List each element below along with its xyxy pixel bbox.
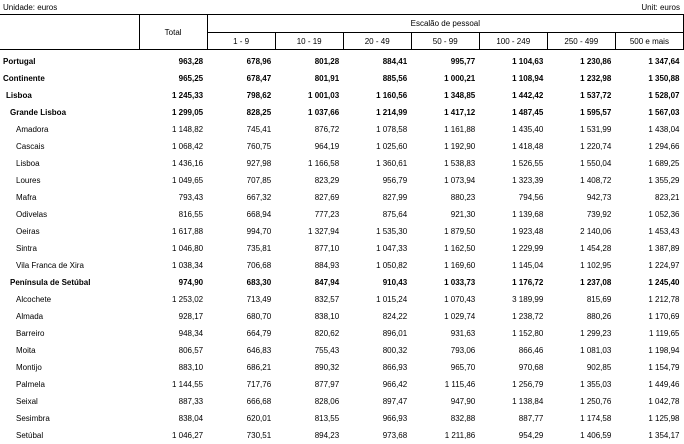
band-value: 678,47 [246, 74, 272, 83]
band-value: 847,94 [314, 278, 340, 287]
table-row [0, 257, 684, 274]
total-value: 1 148,82 [171, 125, 204, 134]
row-label: Sintra [16, 244, 37, 253]
band-value: 902,85 [586, 363, 612, 372]
band-value: 1 052,36 [648, 210, 680, 219]
band-value: 1 526,55 [512, 159, 544, 168]
band-value: 1 595,57 [580, 108, 612, 117]
band-value: 1 360,61 [376, 159, 408, 168]
band-value: 1 220,74 [580, 142, 612, 151]
band-value: 890,32 [314, 363, 340, 372]
table-row [0, 291, 684, 308]
band-value: 1 350,88 [648, 74, 680, 83]
band-value: 964,19 [314, 142, 340, 151]
band-value: 1 438,04 [648, 125, 680, 134]
table-row [0, 376, 684, 393]
band-value: 1 406,59 [580, 431, 612, 440]
band-value: 1 070,43 [444, 295, 476, 304]
row-label: Moita [16, 346, 36, 355]
band-value: 1 354,17 [648, 431, 680, 440]
band-value: 1 417,12 [444, 108, 476, 117]
band-value: 2 140,06 [580, 227, 612, 236]
band-value: 1 327,94 [308, 227, 340, 236]
row-label: Mafra [16, 193, 37, 202]
band-value: 1 211,86 [444, 431, 476, 440]
total-value: 928,17 [178, 312, 204, 321]
band-value: 832,88 [450, 414, 476, 423]
total-value: 1 617,88 [171, 227, 204, 236]
band-value: 1 214,99 [376, 108, 408, 117]
band-value: 1 229,99 [512, 244, 544, 253]
total-value: 887,33 [178, 397, 204, 406]
band-value: 1 102,95 [580, 261, 612, 270]
row-label: Montijo [16, 363, 42, 372]
band-value: 832,57 [314, 295, 340, 304]
table-row [0, 189, 684, 206]
band-value: 755,43 [314, 346, 340, 355]
row-label: Palmela [16, 380, 45, 389]
band-value: 877,97 [314, 380, 340, 389]
total-value: 965,25 [178, 74, 204, 83]
band-value: 646,83 [246, 346, 272, 355]
total-value: 1 299,05 [171, 108, 204, 117]
band-value: 1 078,58 [376, 125, 408, 134]
band-value: 1 037,66 [308, 108, 340, 117]
band-value: 1 025,60 [376, 142, 408, 151]
row-label: Cascais [16, 142, 45, 151]
band-value: 1 355,29 [648, 176, 680, 185]
band-value: 828,25 [246, 108, 272, 117]
band-value: 1 435,40 [512, 125, 544, 134]
table-row [0, 410, 684, 427]
band-value: 686,21 [246, 363, 272, 372]
row-label: Seixal [16, 397, 38, 406]
band-value: 1 119,65 [648, 329, 680, 338]
band-value: 1 567,03 [648, 108, 680, 117]
staff-size-group-header: Escalão de pessoal [207, 15, 683, 33]
table-row [0, 50, 684, 71]
band-value: 887,77 [518, 414, 544, 423]
row-label: Barreiro [16, 329, 45, 338]
total-value: 883,10 [178, 363, 204, 372]
band-value: 1 449,46 [648, 380, 680, 389]
band-value: 801,28 [314, 57, 340, 66]
band-value: 956,79 [382, 176, 408, 185]
band-value: 827,99 [382, 193, 408, 202]
band-value: 896,01 [382, 329, 408, 338]
band-value: 1 237,08 [580, 278, 612, 287]
band-value: 1 115,46 [444, 380, 476, 389]
band-value: 965,70 [450, 363, 476, 372]
band-value: 973,68 [382, 431, 408, 440]
table-row [0, 223, 684, 240]
total-value: 1 144,55 [171, 380, 204, 389]
band-value: 921,30 [450, 210, 476, 219]
band-value: 884,93 [314, 261, 340, 270]
table-row [0, 393, 684, 410]
band-value: 827,69 [314, 193, 340, 202]
band-value: 966,42 [382, 380, 408, 389]
band-value: 3 189,99 [512, 295, 544, 304]
total-value: 963,28 [178, 57, 204, 66]
band-header-2: 20 - 49 [343, 33, 411, 50]
band-value: 713,49 [246, 295, 272, 304]
band-value: 1 170,69 [648, 312, 680, 321]
band-value: 823,29 [314, 176, 340, 185]
band-value: 910,43 [382, 278, 408, 287]
total-value: 948,34 [178, 329, 204, 338]
band-value: 735,81 [246, 244, 272, 253]
band-value: 1 256,79 [512, 380, 544, 389]
band-value: 1 408,72 [580, 176, 612, 185]
row-label: Odivelas [16, 210, 48, 219]
total-value: 838,04 [178, 414, 204, 423]
band-value: 1 238,72 [512, 312, 544, 321]
band-value: 667,32 [246, 193, 272, 202]
band-value: 664,79 [246, 329, 272, 338]
band-value: 801,91 [314, 74, 340, 83]
band-value: 683,30 [246, 278, 272, 287]
band-value: 1 550,04 [580, 159, 612, 168]
band-value: 942,73 [586, 193, 612, 202]
band-header-4: 100 - 249 [479, 33, 547, 50]
band-value: 1 212,78 [648, 295, 680, 304]
total-value: 806,57 [178, 346, 204, 355]
band-value: 730,51 [246, 431, 272, 440]
band-value: 894,23 [314, 431, 340, 440]
band-value: 1 047,33 [376, 244, 408, 253]
band-value: 1 029,74 [444, 312, 476, 321]
band-value: 1 230,86 [580, 57, 612, 66]
band-value: 794,56 [518, 193, 544, 202]
band-value: 1 015,24 [376, 295, 408, 304]
band-value: 1 923,48 [512, 227, 544, 236]
band-value: 1 050,82 [376, 261, 408, 270]
table-row [0, 104, 684, 121]
band-header-0: 1 - 9 [207, 33, 275, 50]
band-value: 1 081,03 [580, 346, 612, 355]
band-value: 760,75 [246, 142, 272, 151]
row-label: Sesimbra [16, 414, 50, 423]
band-value: 1 125,98 [648, 414, 680, 423]
table-row [0, 274, 684, 291]
band-value: 931,63 [450, 329, 476, 338]
band-value: 884,41 [382, 57, 408, 66]
band-value: 1 224,97 [648, 261, 680, 270]
band-value: 1 162,50 [444, 244, 476, 253]
total-value: 1 038,34 [171, 261, 204, 270]
band-value: 815,69 [586, 295, 612, 304]
row-label: Lisboa [6, 91, 32, 100]
row-label: Setúbal [16, 431, 44, 440]
band-value: 1 348,85 [444, 91, 476, 100]
table-row [0, 121, 684, 138]
band-value: 1 535,30 [376, 227, 408, 236]
row-label: Península de Setúbal [10, 278, 91, 287]
band-value: 1 879,50 [444, 227, 476, 236]
band-value: 880,26 [586, 312, 612, 321]
unit-label-pt: Unidade: euros [3, 3, 58, 12]
table-row [0, 308, 684, 325]
band-value: 745,41 [246, 125, 272, 134]
band-value: 880,23 [450, 193, 476, 202]
band-value: 1 538,83 [444, 159, 476, 168]
total-value: 1 046,80 [171, 244, 204, 253]
band-value: 1 299,23 [580, 329, 612, 338]
row-label: Alcochete [16, 295, 52, 304]
band-value: 1 442,42 [512, 91, 544, 100]
total-value: 793,43 [178, 193, 204, 202]
band-value: 620,01 [246, 414, 272, 423]
band-value: 1 108,94 [512, 74, 544, 83]
band-value: 1 531,99 [580, 125, 612, 134]
band-value: 1 418,48 [512, 142, 544, 151]
band-value: 1 528,07 [648, 91, 680, 100]
row-label: Portugal [3, 57, 36, 66]
band-value: 866,46 [518, 346, 544, 355]
band-value: 739,92 [586, 210, 612, 219]
total-value: 1 436,16 [171, 159, 204, 168]
band-value: 1 689,25 [648, 159, 680, 168]
band-value: 1 387,89 [648, 244, 680, 253]
band-value: 717,76 [246, 380, 272, 389]
table-row [0, 325, 684, 342]
band-value: 927,98 [246, 159, 272, 168]
table-row [0, 342, 684, 359]
row-label: Continente [3, 74, 45, 83]
table-row [0, 427, 684, 444]
band-value: 1 453,43 [648, 227, 680, 236]
total-value: 816,55 [178, 210, 204, 219]
total-value: 1 253,02 [171, 295, 204, 304]
band-header-5: 250 - 499 [547, 33, 615, 50]
band-value: 828,06 [314, 397, 340, 406]
band-value: 1 139,68 [512, 210, 544, 219]
band-value: 793,06 [450, 346, 476, 355]
row-label: Loures [16, 176, 41, 185]
band-value: 1 323,39 [512, 176, 544, 185]
band-value: 1 355,03 [580, 380, 612, 389]
band-value: 1 104,63 [512, 57, 544, 66]
band-value: 1 294,66 [648, 142, 680, 151]
band-value: 1 073,94 [444, 176, 476, 185]
band-value: 1 000,21 [444, 74, 476, 83]
band-value: 777,23 [314, 210, 340, 219]
band-value: 1 250,76 [580, 397, 612, 406]
band-value: 1 033,73 [444, 278, 476, 287]
row-label: Vila Franca de Xira [16, 261, 84, 270]
table-row [0, 87, 684, 104]
earnings-table [0, 14, 684, 444]
band-value: 947,90 [450, 397, 476, 406]
band-value: 1 192,90 [444, 142, 476, 151]
band-value: 1 161,88 [444, 125, 476, 134]
table-row [0, 155, 684, 172]
band-value: 1 245,40 [648, 278, 680, 287]
unit-label-en: Unit: euros [641, 3, 680, 12]
band-value: 823,21 [655, 193, 680, 202]
region-column-header [0, 15, 139, 50]
row-label: Amadora [16, 125, 49, 134]
total-column-header: Total [139, 15, 207, 50]
band-value: 866,93 [382, 363, 408, 372]
band-value: 1 138,84 [512, 397, 544, 406]
total-value: 1 245,33 [171, 91, 204, 100]
table-row [0, 206, 684, 223]
table-row [0, 70, 684, 87]
band-value: 1 347,64 [648, 57, 680, 66]
band-value: 1 198,94 [648, 346, 680, 355]
band-value: 1 145,04 [512, 261, 544, 270]
band-value: 1 152,80 [512, 329, 544, 338]
band-value: 954,29 [518, 431, 544, 440]
total-value: 1 068,42 [171, 142, 204, 151]
row-label: Grande Lisboa [10, 108, 67, 117]
band-header-3: 50 - 99 [411, 33, 479, 50]
row-label: Almada [16, 312, 44, 321]
band-value: 1 537,72 [580, 91, 612, 100]
band-value: 1 487,45 [512, 108, 544, 117]
total-value: 974,90 [178, 278, 204, 287]
table-row [0, 172, 684, 189]
band-value: 668,94 [246, 210, 272, 219]
band-value: 897,47 [382, 397, 408, 406]
band-value: 1 232,98 [580, 74, 612, 83]
table-row [0, 240, 684, 257]
row-label: Oeiras [16, 227, 40, 236]
band-value: 966,93 [382, 414, 408, 423]
band-value: 995,77 [450, 57, 476, 66]
band-value: 1 001,03 [308, 91, 340, 100]
band-value: 706,68 [246, 261, 272, 270]
total-value: 1 049,65 [171, 176, 204, 185]
row-label: Lisboa [16, 159, 40, 168]
table-row [0, 138, 684, 155]
band-value: 875,64 [382, 210, 408, 219]
band-value: 800,32 [382, 346, 408, 355]
band-value: 1 042,78 [648, 397, 680, 406]
band-header-1: 10 - 19 [275, 33, 343, 50]
band-value: 994,70 [246, 227, 272, 236]
band-value: 824,22 [382, 312, 408, 321]
band-value: 707,85 [246, 176, 272, 185]
band-value: 798,62 [246, 91, 272, 100]
band-value: 1 176,72 [512, 278, 544, 287]
total-value: 1 046,27 [171, 431, 204, 440]
band-value: 813,55 [314, 414, 340, 423]
band-value: 678,96 [246, 57, 272, 66]
band-value: 820,62 [314, 329, 340, 338]
table-row [0, 359, 684, 376]
band-value: 838,10 [314, 312, 340, 321]
band-value: 876,72 [314, 125, 340, 134]
band-value: 1 166,58 [308, 159, 340, 168]
band-value: 680,70 [246, 312, 272, 321]
band-header-6: 500 e mais [615, 33, 683, 50]
band-value: 1 169,60 [444, 261, 476, 270]
band-value: 1 174,58 [580, 414, 612, 423]
band-value: 970,68 [518, 363, 544, 372]
band-value: 1 154,79 [648, 363, 680, 372]
band-value: 885,56 [382, 74, 408, 83]
band-value: 666,68 [246, 397, 272, 406]
band-value: 1 454,28 [580, 244, 612, 253]
band-value: 1 160,56 [376, 91, 408, 100]
band-value: 877,10 [314, 244, 340, 253]
